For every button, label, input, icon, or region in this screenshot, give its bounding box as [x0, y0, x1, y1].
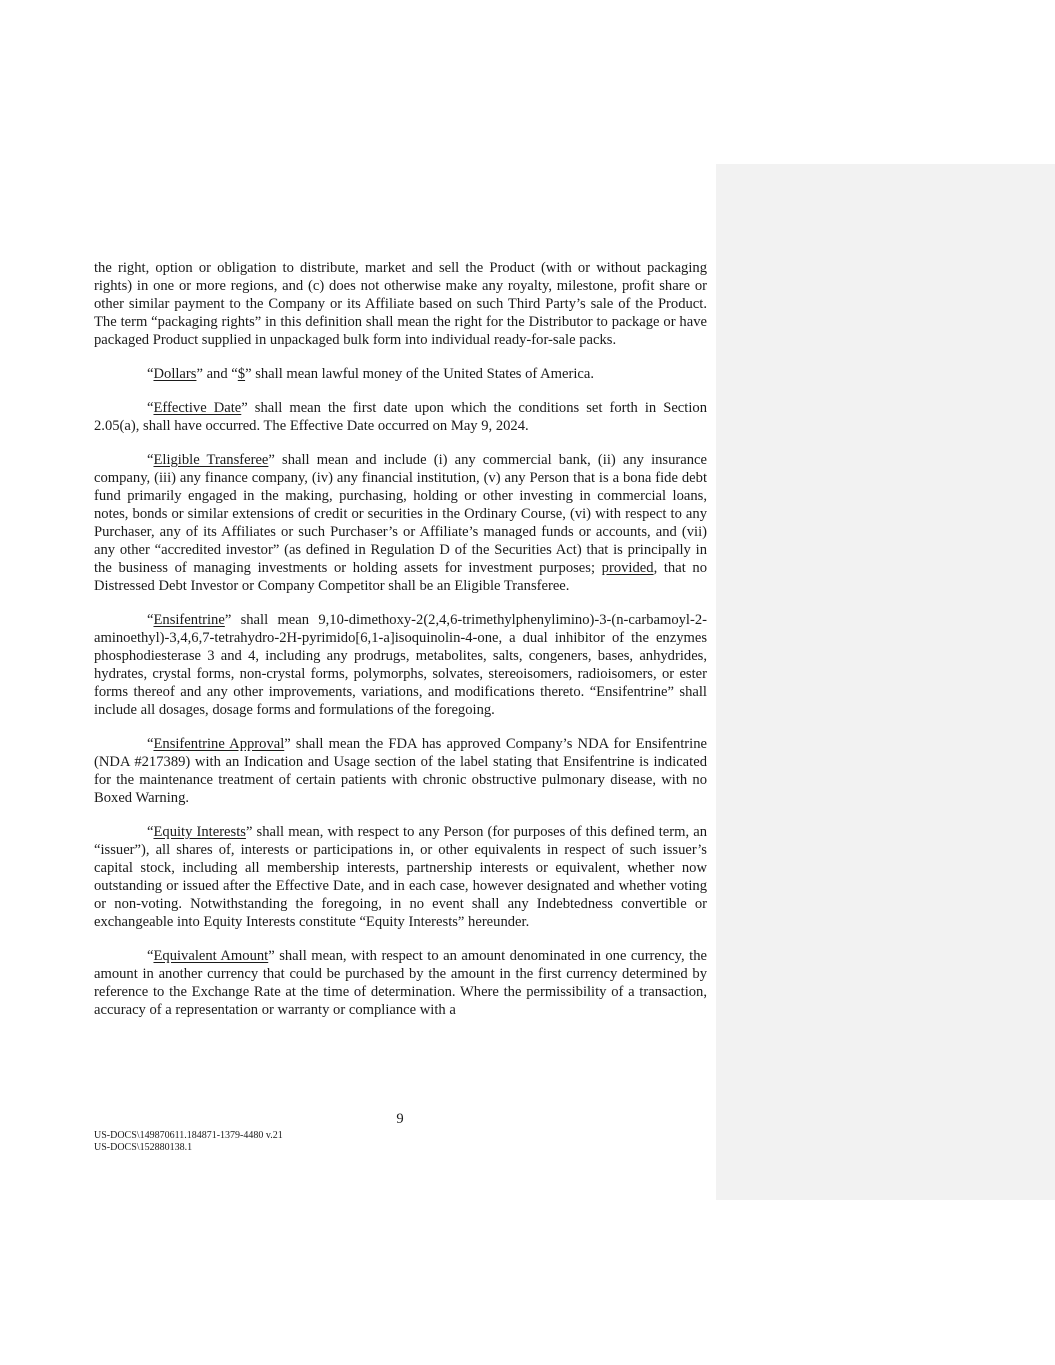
proviso-term: provided	[601, 560, 654, 576]
defined-term: Effective Date	[153, 400, 242, 416]
definition-equity-interests: “Equity Interests” shall mean, with respect to any Person (for purposes of this defined term, an “issuer”), all shares of, interests or participations in, or other equivalents in respect of such issuer’s capital stock, including all membership interests, partnership interests or equivalent, whether now outstanding or issued after the Effective Date, and in each case, however designated and whether voting or non-voting. Notwithstanding the foregoing, in no event shall any Indebtedness convertible or exchangeable into Equity Interests constitute “Equity Interests” hereunder.	[94, 824, 707, 930]
defined-term: $	[237, 366, 246, 382]
defined-term: Dollars	[153, 366, 197, 382]
document-footer	[94, 1130, 283, 1154]
defined-term: Equivalent Amount	[153, 948, 269, 964]
definition-ensifentrine: “Ensifentrine” shall mean 9,10-dimethoxy-2(2,4,6-trimethylphenylimino)-3-(n-carbamoyl-2-aminoethyl)-3,4,6,7-tetrahydro-2H-pyrimido[6,1-a]isoquinolin-4-one, a dual inhibitor of the enzymes phosphodiesterase 3 and 4, including any prodrugs, metabolites, salts, congeners, bases, anhydrides, hydrates, crystal forms, non-crystal forms, polymorphs, solvates, stereoisomers, radioisomers, or ester forms thereof and any other improvements, variations, and modifications thereto. “Ensifentrine” shall include all dosages, dosage forms and formulations of the foregoing.	[94, 612, 707, 718]
defined-term: Ensifentrine Approval	[153, 736, 285, 752]
continuation-paragraph: the right, option or obligation to distribute, market and sell the Product (with or without packaging rights) in one or more regions, and (c) does not otherwise make any royalty, milestone, profit share or other similar payment to the Company or its Affiliate based on such Third Party’s sale of the Product. The term “packaging rights” in this definition shall mean the right for the Distributor to package or have packaged Product supplied in unpackaged bulk form into individual ready-for-sale packs.	[94, 260, 707, 348]
document-body	[94, 259, 707, 1035]
definition-effective-date: “Effective Date” shall mean the first date upon which the conditions set forth in Section 2.05(a), shall have occurred. The Effective Date occurred on May 9, 2024.	[94, 400, 707, 434]
comment-pane	[716, 164, 1055, 1200]
definition-dollars: “Dollars” and “$” shall mean lawful money of the United States of America.	[147, 366, 595, 382]
page-number: 9	[396, 1111, 404, 1127]
defined-term: Equity Interests	[153, 824, 246, 840]
footer-doc-id-2: US-DOCS\152880138.1	[94, 1142, 193, 1153]
defined-term: Eligible Transferee	[153, 452, 269, 468]
defined-term: Ensifentrine	[153, 612, 225, 628]
definition-equivalent-amount: “Equivalent Amount” shall mean, with respect to an amount denominated in one currency, the amount in another currency that could be purchased by the amount in the first currency determined by reference to the Exchange Rate at the time of determination. Where the permissibility of a transaction, accuracy of a representation or warranty or compliance with a	[94, 948, 707, 1018]
definition-eligible-transferee: “Eligible Transferee” shall mean and include (i) any commercial bank, (ii) any insurance company, (iii) any finance company, (iv) any financial institution, (v) any Person that is a bona fide debt fund primarily engaged in the making, purchasing, holding or other investing in commercial loans, notes, bonds or similar extensions of credit or securities in the Ordinary Course, (vi) with respect to any Purchaser, any of its Affiliates or such Purchaser’s or Affiliate’s managed funds or accounts, and (vii) any other “accredited investor” (as defined in Regulation D of the Securities Act) that is principally in the business of managing investments or holding assets for investment purposes; provided, that no Distressed Debt Investor or Company Competitor shall be an Eligible Transferee.	[94, 452, 707, 594]
footer-doc-id-1: US-DOCS\149870611.184871-1379-4480 v.21	[94, 1130, 283, 1141]
definition-ensifentrine-approval: “Ensifentrine Approval” shall mean the FDA has approved Company’s NDA for Ensifentrine (NDA #217389) with an Indication and Usage section of the label stating that Ensifentrine is indicated for the maintenance treatment of certain patients with chronic obstructive pulmonary disease, with no Boxed Warning.	[94, 736, 708, 806]
